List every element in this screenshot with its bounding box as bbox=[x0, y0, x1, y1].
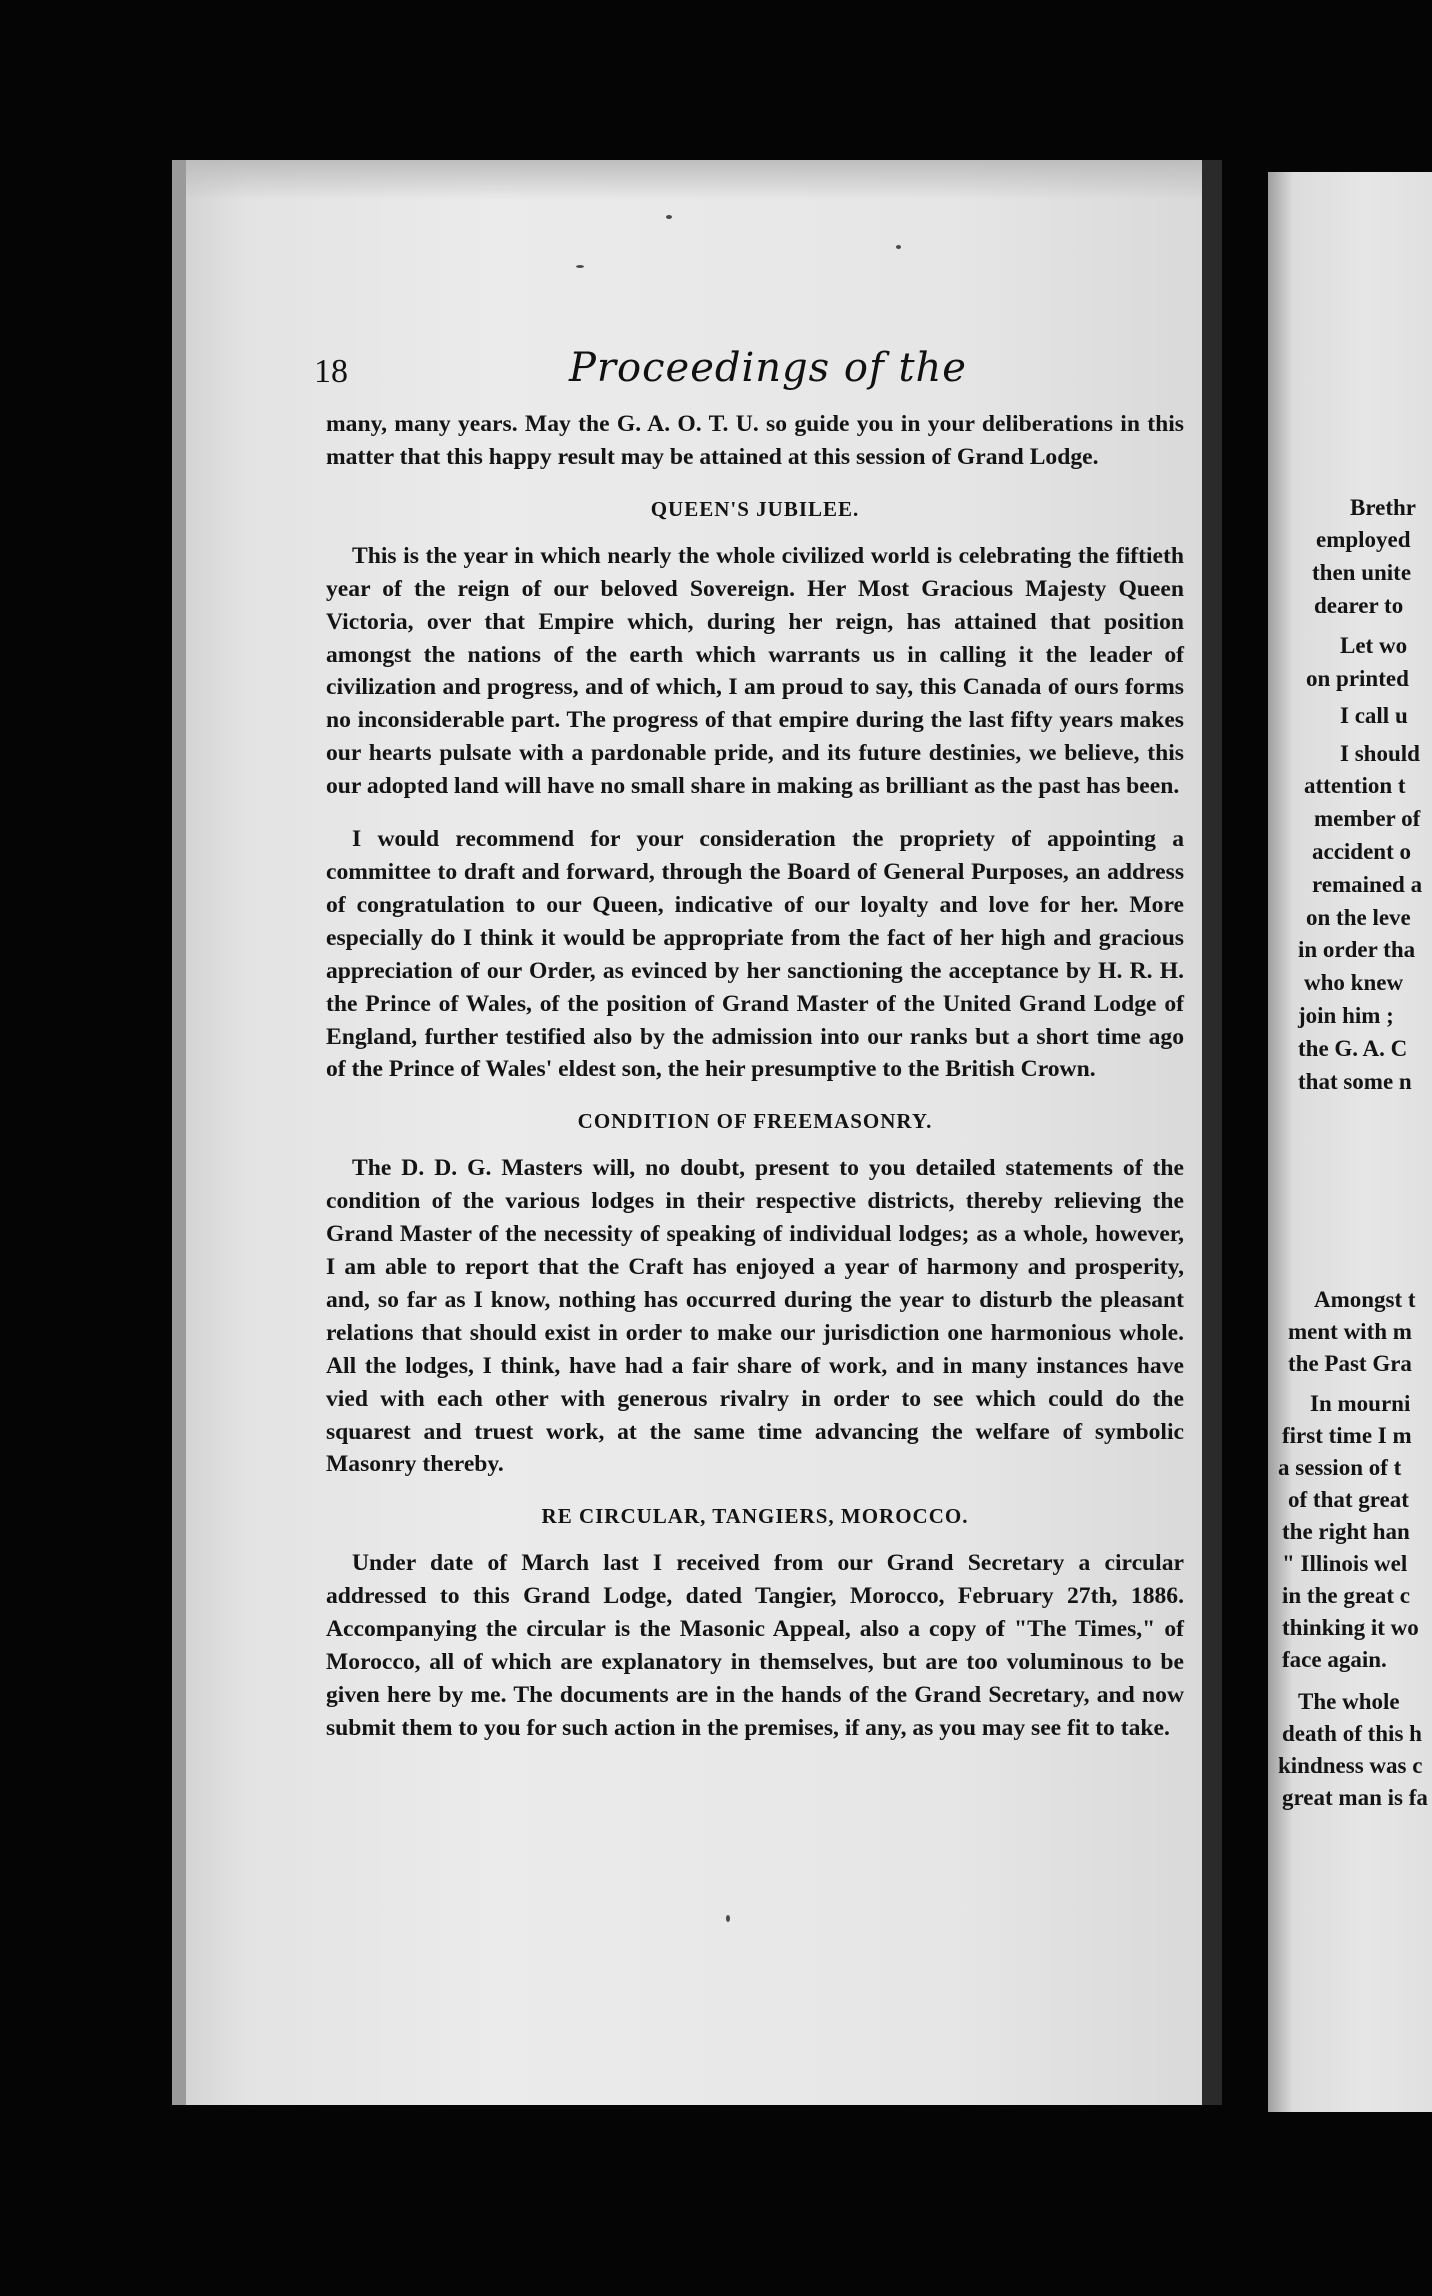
dust-speck bbox=[576, 265, 584, 268]
left-page bbox=[172, 160, 1222, 2105]
facing-page-line: the G. A. C bbox=[1298, 1036, 1408, 1061]
facing-page-line: face again. bbox=[1282, 1647, 1387, 1672]
facing-page-line: employed bbox=[1316, 527, 1411, 552]
dust-speck bbox=[666, 215, 672, 219]
facing-page-line: that some n bbox=[1298, 1069, 1412, 1094]
facing-page-line: dearer to bbox=[1314, 593, 1404, 618]
facing-page-line: accident o bbox=[1312, 839, 1412, 864]
running-head: Proceedings of the bbox=[569, 345, 967, 391]
facing-page-line: In mourni bbox=[1310, 1391, 1411, 1416]
paragraph: This is the year in which nearly the whole civilized world is celebrating the fiftieth year of the reign of our beloved Sovereign. Her Most Gracious Majesty Queen Victoria, over that Empire which, during her reign, has attained that position amongst the nations of the earth which warrants us in calling it the leader of civilization and progress, and of which, I am proud to say, this Canada of ours forms no inconsiderable part. The progress of that empire during the last fifty years makes our hearts pulsate with a pardonable pride, and its future destinies, we believe, this our adopted land will have no small share in making as brilliant as the past has been. bbox=[326, 542, 1184, 800]
facing-page-line: kindness was c bbox=[1278, 1753, 1423, 1778]
facing-page-line: I call u bbox=[1340, 703, 1408, 728]
facing-page-line: first time I m bbox=[1282, 1423, 1412, 1448]
paragraph: I would recommend for your consideration the propriety of appointing a committee to draft and forward, through the Board of General Purposes, an address of congratulation to our Queen, indicative of our loyalty and love for her. More especially do I think it would be appropriate from the fact of her high and gracious appreciation of our Order, as evinced by her sanctioning the acceptance by H. R. H. the Prince of Wales, of the position of Grand Master of the United Grand Lodge of England, further testified also by the admission into our ranks but a short time ago of the Prince of Wales' eldest son, the heir presumptive to the British Crown. bbox=[326, 826, 1184, 1083]
facing-page-line: Brethr bbox=[1350, 495, 1417, 520]
facing-page-line: in the great c bbox=[1282, 1583, 1410, 1608]
facing-page-line: then unite bbox=[1312, 560, 1412, 585]
section-heading-re-circular: RE CIRCULAR, TANGIERS, MOROCCO. bbox=[541, 1504, 969, 1529]
section-heading-queens-jubilee: QUEEN'S JUBILEE. bbox=[650, 496, 860, 521]
facing-page-line: who knew bbox=[1304, 970, 1404, 995]
section-heading-condition-of-freemasonry: CONDITION OF FREEMASONRY. bbox=[577, 1109, 933, 1134]
facing-page-line: ment with m bbox=[1288, 1319, 1412, 1344]
facing-page-line: on the leve bbox=[1306, 905, 1411, 930]
facing-page-line: death of this h bbox=[1282, 1721, 1422, 1746]
facing-page-line: on printed bbox=[1306, 666, 1409, 691]
facing-page-line: Amongst t bbox=[1314, 1287, 1416, 1312]
intro-paragraph: many, many years. May the G. A. O. T. U. so guide you in your deliberations in this matter that this happy result may be attained at this session of Grand Lodge. bbox=[326, 411, 1184, 470]
paragraph: Under date of March last I received from our Grand Secretary a circular addressed to this Grand Lodge, dated Tangier, Morocco, February 27th, 1886. Accompanying the circular is the Masonic Appeal, also a copy of "The Times," of Morocco, all of which are explanatory in themselves, but are too voluminous to be given here by me. The documents are in the hands of the Grand Secretary, and now submit them to you for such action in the premises, if any, as you may see fit to take. bbox=[326, 1550, 1184, 1741]
facing-page-line: great man is fa bbox=[1282, 1785, 1428, 1810]
facing-page-line: attention t bbox=[1304, 773, 1406, 798]
facing-page-line: a session of t bbox=[1278, 1455, 1402, 1480]
facing-page-line: thinking it wo bbox=[1282, 1615, 1419, 1640]
dust-speck bbox=[896, 245, 901, 249]
facing-page-line: of that great bbox=[1288, 1487, 1409, 1512]
facing-page-line: the right han bbox=[1282, 1519, 1410, 1544]
facing-page-line: I should bbox=[1340, 741, 1420, 766]
facing-page-line: in order tha bbox=[1298, 937, 1416, 962]
facing-page-line: Let wo bbox=[1340, 633, 1408, 658]
body-text bbox=[326, 408, 1184, 1745]
facing-page-line: remained a bbox=[1312, 872, 1423, 897]
page-header bbox=[314, 343, 1154, 413]
facing-page-line: join him ; bbox=[1298, 1003, 1394, 1028]
paragraph-gap bbox=[326, 803, 1184, 823]
facing-page-line: " Illinois wel bbox=[1282, 1551, 1408, 1576]
facing-page-line: The whole bbox=[1298, 1689, 1400, 1714]
page-number: 18 bbox=[314, 353, 348, 390]
facing-page-line: the Past Gra bbox=[1288, 1351, 1412, 1376]
facing-page-line: member of bbox=[1314, 806, 1421, 831]
facing-page-text bbox=[1268, 172, 1432, 2112]
right-page-fragment bbox=[1268, 172, 1432, 2112]
page-shadow bbox=[186, 160, 1202, 200]
dust-speck bbox=[726, 1915, 730, 1922]
paragraph: The D. D. G. Masters will, no doubt, present to you detailed statements of the condition of the various lodges in their respective districts, thereby relieving the Grand Master of the necessity of speaking of individual lodges; as a whole, however, I am able to report that the Craft has enjoyed a year of harmony and prosperity, and, so far as I know, nothing has occurred during the year to disturb the pleasant relations that should exist in order to make our jurisdiction one harmonious whole. All the lodges, I think, have had a fair share of work, and in many instances have vied with each other with generous rivalry in order to see which could do the squarest and truest work, at the same time advancing the welfare of symbolic Masonry thereby. bbox=[326, 1155, 1184, 1478]
